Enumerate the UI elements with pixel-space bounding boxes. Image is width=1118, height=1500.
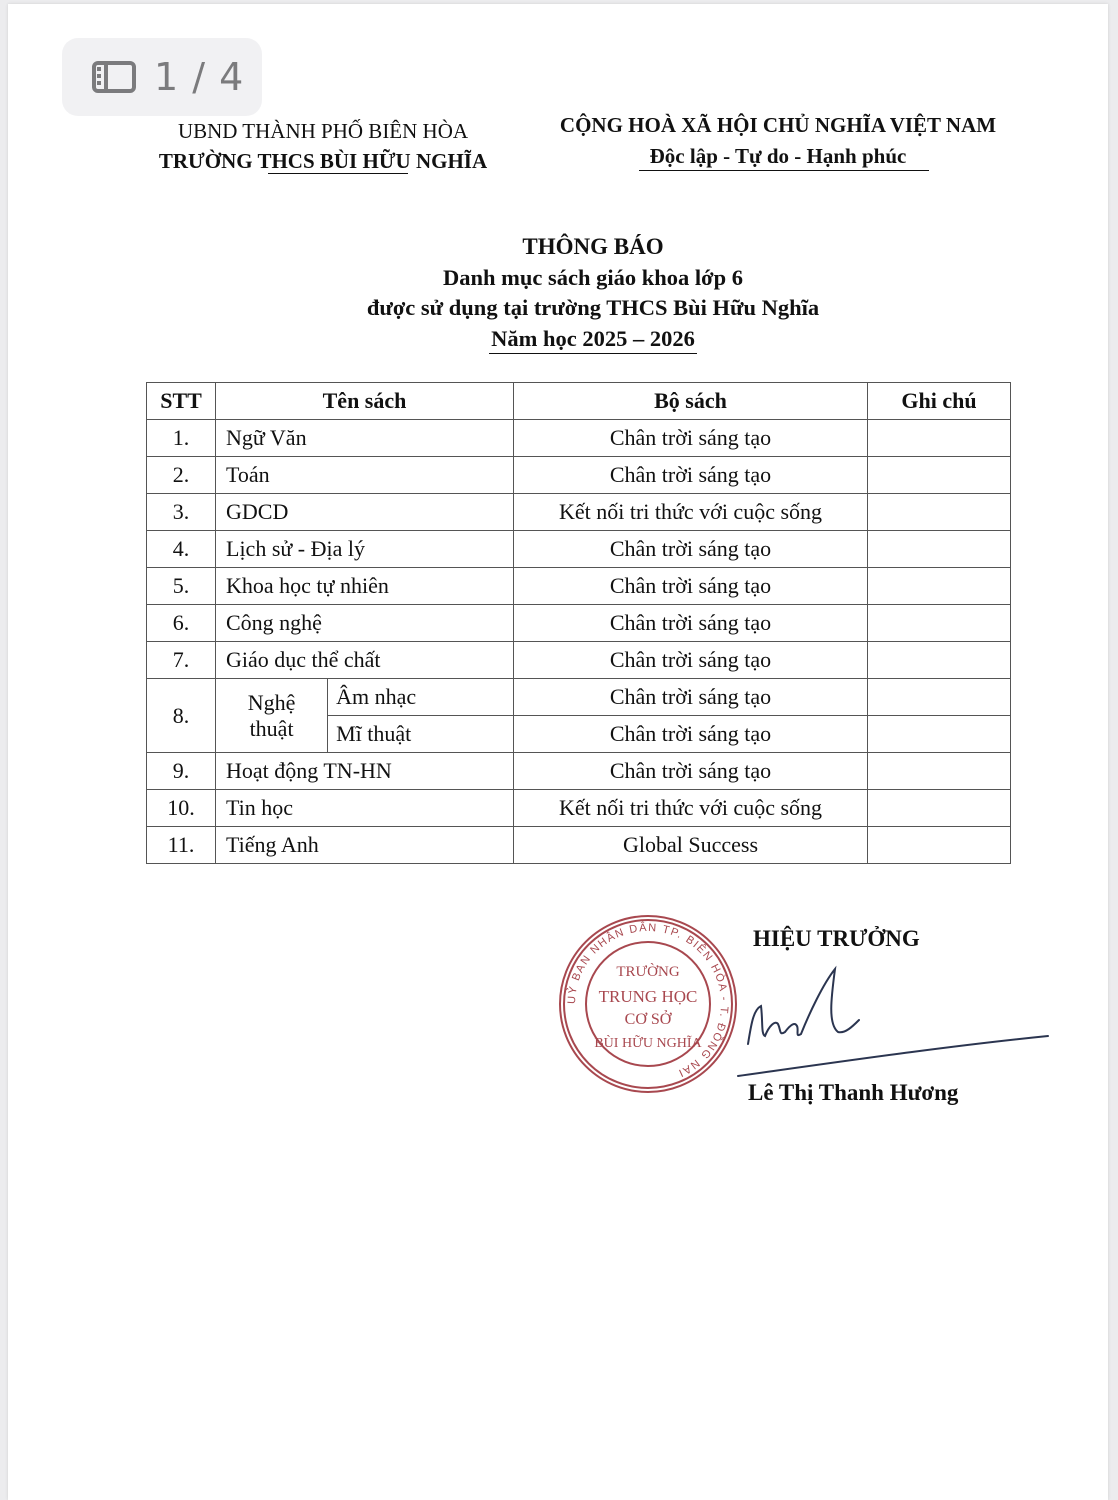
row-note (868, 420, 1011, 457)
row-name: Lịch sử - Địa lý (216, 531, 514, 568)
row-note (868, 716, 1011, 753)
notice-subtitle-2: được sử dụng tại trường THCS Bùi Hữu Nghĩa (366, 295, 820, 320)
row-set: Chân trời sáng tạo (514, 716, 868, 753)
table-row (147, 790, 1011, 827)
row-note (868, 827, 1011, 864)
row-note (868, 790, 1011, 827)
issuer-header (138, 116, 508, 176)
row-note (868, 642, 1011, 679)
row-stt: 11. (147, 827, 216, 864)
textbook-table (146, 382, 1011, 864)
notice-subtitle-1: Danh mục sách giáo khoa lớp 6 (442, 264, 744, 290)
row-set: Chân trời sáng tạo (514, 679, 868, 716)
issuer-school (138, 146, 508, 176)
national-motto (642, 141, 915, 172)
table-row (147, 642, 1011, 679)
stamp-ring-text: UỶ BAN NHÂN DÂN TP. BIÊN HÒA - T. ĐỒNG NAI (565, 921, 731, 1080)
row-set: Chân trời sáng tạo (514, 605, 868, 642)
row-set: Chân trời sáng tạo (514, 457, 868, 494)
stamp-line-1: TRƯỜNG (616, 964, 680, 980)
row-group-name (216, 679, 328, 753)
notice-year-wrap (168, 324, 1018, 355)
issuer-authority: UBND THÀNH PHỐ BIÊN HÒA (177, 119, 469, 143)
page-counter: 1 / 4 (154, 55, 245, 99)
signer-name: Lê Thị Thanh Hương (748, 1080, 959, 1105)
row-sub-name: Âm nhạc (328, 679, 514, 716)
notice-heading: THÔNG BÁO (522, 234, 664, 259)
header-set: Bộ sách (514, 383, 868, 420)
signature-ink (738, 969, 1048, 1076)
row-note (868, 568, 1011, 605)
row-note (868, 457, 1011, 494)
row-name: Giáo dục thể chất (216, 642, 514, 679)
row-name: Công nghệ (216, 605, 514, 642)
issuer-school-text: TRƯỜNG THCS BÙI HỮU NGHĨA (158, 149, 488, 173)
stamp-line-2: TRUNG HỌC (598, 987, 698, 1006)
row-set: Chân trời sáng tạo (514, 531, 868, 568)
national-title: CỘNG HOÀ XÃ HỘI CHỦ NGHĨA VIỆT NAM (559, 113, 997, 137)
document-page (8, 4, 1108, 1500)
row-stt: 1. (147, 420, 216, 457)
row-note (868, 753, 1011, 790)
row-name: GDCD (216, 494, 514, 531)
table-row (147, 605, 1011, 642)
row-set: Chân trời sáng tạo (514, 753, 868, 790)
row-set: Kết nối tri thức với cuộc sống (514, 790, 868, 827)
row-group-name-line-1: Nghệ (247, 689, 296, 715)
row-set: Kết nối tri thức với cuộc sống (514, 494, 868, 531)
underline (639, 170, 930, 171)
row-stt: 8. (147, 679, 216, 753)
page-indicator[interactable] (62, 38, 262, 116)
row-note (868, 531, 1011, 568)
row-stt: 9. (147, 753, 216, 790)
table-header-row (147, 383, 1011, 420)
row-set: Chân trời sáng tạo (514, 420, 868, 457)
table-row (147, 420, 1011, 457)
row-stt: 2. (147, 457, 216, 494)
row-name: Toán (216, 457, 514, 494)
signature-block (548, 904, 1088, 1124)
header-note: Ghi chú (868, 383, 1011, 420)
row-stt: 4. (147, 531, 216, 568)
national-motto-text: Độc lập - Tự do - Hạnh phúc (649, 144, 907, 168)
table-body (147, 420, 1011, 864)
row-sub-name: Mĩ thuật (328, 716, 514, 753)
underline (489, 353, 697, 354)
row-name: Khoa học tự nhiên (216, 568, 514, 605)
national-header (528, 110, 1028, 172)
table-row (147, 827, 1011, 864)
notice-year-text: Năm học 2025 – 2026 (491, 325, 695, 351)
row-stt: 3. (147, 494, 216, 531)
notice-title (168, 232, 1018, 354)
row-stt: 6. (147, 605, 216, 642)
table-row (147, 679, 1011, 716)
header-name: Tên sách (216, 383, 514, 420)
sidebar-panel-icon[interactable] (92, 61, 136, 93)
signer-title: HIỆU TRƯỞNG (753, 926, 920, 951)
row-note (868, 679, 1011, 716)
row-note (868, 605, 1011, 642)
row-name: Tiếng Anh (216, 827, 514, 864)
notice-year (491, 324, 695, 355)
row-set: Global Success (514, 827, 868, 864)
header-stt: STT (147, 383, 216, 420)
stamp-line-3: CƠ SỞ (624, 1011, 672, 1028)
underline (268, 173, 408, 174)
table-row (147, 753, 1011, 790)
table-row (147, 494, 1011, 531)
row-name: Ngữ Văn (216, 420, 514, 457)
row-group-name-line-2: thuật (249, 715, 294, 741)
row-stt: 7. (147, 642, 216, 679)
table-row (147, 568, 1011, 605)
stamp-line-4: BÙI HỮU NGHĨA (594, 1036, 702, 1051)
row-name: Hoạt động TN-HN (216, 753, 514, 790)
row-stt: 5. (147, 568, 216, 605)
row-set: Chân trời sáng tạo (514, 568, 868, 605)
row-set: Chân trời sáng tạo (514, 642, 868, 679)
table-row (147, 531, 1011, 568)
table-row (147, 457, 1011, 494)
row-name: Tin học (216, 790, 514, 827)
row-stt: 10. (147, 790, 216, 827)
row-note (868, 494, 1011, 531)
